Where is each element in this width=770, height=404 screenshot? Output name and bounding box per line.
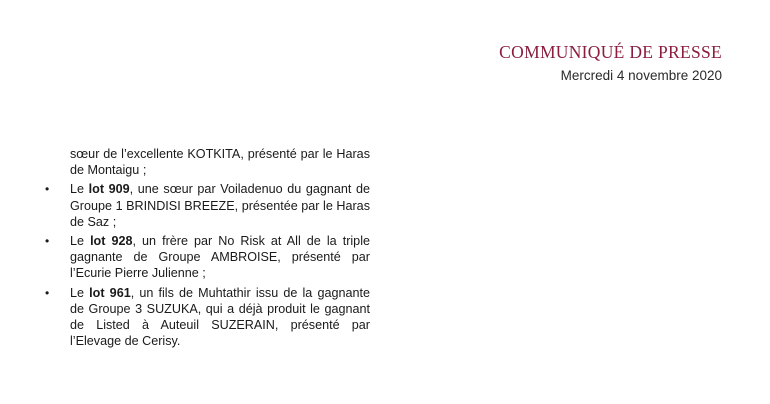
lot-number: lot 928	[90, 234, 133, 249]
lot-number: lot 909	[88, 182, 130, 197]
list-item-text	[70, 285, 370, 350]
list-item-prefix: Le	[70, 182, 89, 197]
list-item-prefix: Le	[70, 285, 90, 300]
bullet-icon: •	[45, 234, 50, 249]
bullet-icon: •	[45, 285, 50, 300]
list-item-text	[70, 233, 370, 282]
press-release-title: COMMUNIQUÉ DE PRESSE	[499, 42, 722, 62]
bullet-icon: •	[45, 182, 50, 197]
continued-paragraph: sœur de l’excellente KOTKITA, présenté par le Haras de Montaigu ;	[70, 147, 370, 178]
page-header	[499, 41, 722, 85]
list-item	[36, 181, 370, 230]
list-item	[36, 285, 370, 350]
list-item-text	[70, 181, 370, 230]
list-item-description: , un fils de Muhtathir issu de la gagnante de Groupe 3 SUZUKA, qui a déjà produit le gagnant de Listed à Auteuil SUZERAIN, présenté par l’Elevage de Cerisy.	[70, 285, 370, 349]
release-date: Mercredi 4 novembre 2020	[560, 68, 722, 83]
document-body	[36, 146, 370, 349]
list-item-description: , une sœur par Voiladenuo du gagnant de Groupe 1 BRINDISI BREEZE, présentée par le Haras de Saz ;	[70, 182, 370, 229]
list-item-prefix: Le	[70, 234, 91, 249]
list-item	[36, 233, 370, 282]
list-item-description: , un frère par No Risk at All de la triple gagnante de Groupe AMBROISE, présenté par l’Ecurie Pierre Julienne ;	[70, 234, 370, 281]
lot-number: lot 961	[89, 285, 131, 300]
